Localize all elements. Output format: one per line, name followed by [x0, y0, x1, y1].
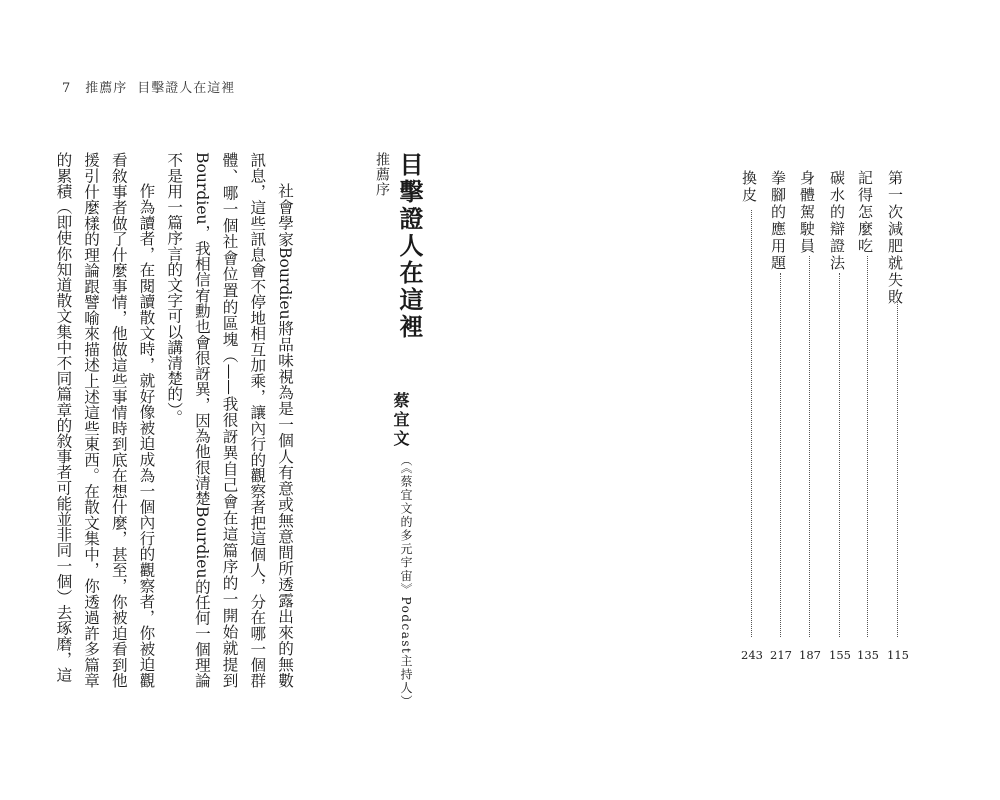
essay-paragraph-2: 作為讀者，在閱讀散文時，就好像被迫成為一個內行的觀察者，你被迫觀看敘事者做了什麼事情，他做這些事情時到底在想什麼，甚至，你被迫看到他援引什麼樣的理論跟譬喻來描述上述這些東西。在散文集中，你透過許多篇章的累積（即使你知道散文集中不同篇章的敘事者可能並非同一個）去琢磨，這	[54, 152, 156, 688]
page-number: 7	[62, 81, 72, 96]
toc-entry[interactable]	[858, 170, 876, 255]
toc-entry-title: 換皮	[740, 170, 758, 204]
author-name: 蔡宜文	[391, 392, 410, 449]
toc-entry-page: 187	[799, 648, 821, 662]
toc-entry-page: 155	[829, 648, 851, 662]
toc-entry-title: 第一次減肥就失敗	[886, 170, 904, 306]
essay-section-label: 推薦序	[374, 152, 390, 197]
running-head	[62, 77, 235, 96]
essay-body	[49, 152, 298, 688]
toc-entry-page: 135	[857, 648, 879, 662]
running-head-section: 推薦序	[85, 81, 128, 96]
toc-leader-dots	[867, 256, 868, 637]
toc-entry-page: 115	[887, 648, 909, 662]
running-head-title: 目擊證人在這裡	[137, 81, 236, 96]
toc-entry[interactable]	[800, 170, 818, 255]
essay-paragraph-1: 社會學家Bourdieu將品味視為是一個人有意或無意間所透露出來的無數訊息，這些訊息會不停地相互加乘，讓內行的觀察者把這個人，分在哪一個群體、哪一個社會位置的區塊（——我很訝異自己會在這篇序的一開始就提到Bourdieu，我相信宥勳也會很訝異，因為他很清楚Bourdieu的任何一個理論不是用一篇序言的文字可以講清楚的）。	[165, 152, 294, 688]
toc-entry-title: 身體駕駛員	[798, 170, 816, 255]
toc-leader-dots	[897, 302, 898, 637]
toc-leader-dots	[780, 273, 781, 637]
toc-leader-dots	[809, 256, 810, 637]
toc-leader-dots	[839, 273, 840, 637]
toc-entry-title: 碳水的辯證法	[828, 170, 846, 272]
author-note: （《蔡宜文的多元宇宙》Podcast主持人）	[399, 454, 413, 709]
toc-entry[interactable]	[771, 170, 789, 272]
toc-entry[interactable]	[742, 170, 760, 204]
toc-entry-title: 記得怎麼吃	[856, 170, 874, 255]
toc-entry[interactable]	[888, 170, 906, 306]
toc-leader-dots	[751, 210, 752, 637]
toc-entry-page: 243	[741, 648, 763, 662]
toc-entry-title: 拳腳的應用題	[769, 170, 787, 272]
essay-title: 目擊證人在這裡	[395, 152, 424, 341]
toc-entry[interactable]	[830, 170, 848, 272]
toc-entry-page: 217	[770, 648, 792, 662]
